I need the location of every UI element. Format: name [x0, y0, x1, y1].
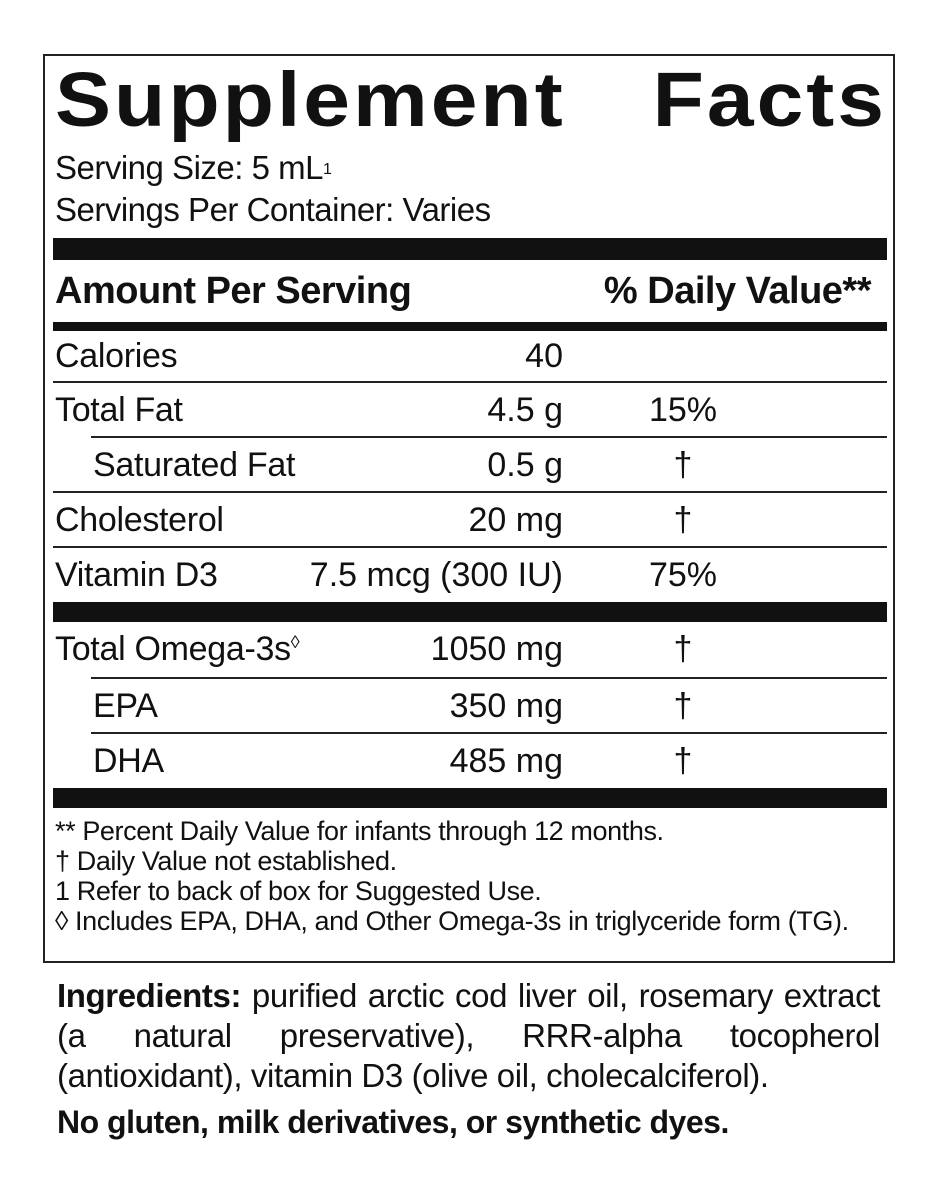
nutrient-amount: 485 mg: [449, 742, 563, 780]
nutrient-amount: 20 mg: [468, 501, 563, 539]
footnote-dagger: † Daily Value not established.: [55, 846, 397, 876]
title-word-facts: Facts: [652, 56, 887, 143]
nutrient-name: Calories: [55, 337, 178, 375]
serving-size-footnote-mark: 1: [322, 161, 332, 178]
ingredients-label: Ingredients:: [57, 977, 242, 1014]
panel-title: [55, 58, 887, 141]
amount-per-serving-header: Amount Per Serving: [55, 270, 412, 312]
nutrient-row-dha: [53, 736, 887, 788]
nutrient-row-total-fat: [53, 385, 887, 437]
nutrient-amount: 1050 mg: [430, 630, 563, 668]
nutrient-row-epa: [53, 681, 887, 733]
daily-value-header: % Daily Value**: [603, 270, 871, 312]
medium-divider: [53, 322, 887, 331]
nutrient-daily-value: †: [673, 630, 693, 668]
nutrient-name: [55, 630, 299, 669]
nutrient-name: DHA: [93, 742, 164, 780]
servings-per-container: Servings Per Container: Varies: [55, 191, 491, 228]
row-divider: [91, 677, 887, 679]
thick-divider-bottom: [53, 788, 887, 808]
nutrient-name: Cholesterol: [55, 501, 224, 539]
row-divider: [91, 732, 887, 734]
nutrient-amount: 7.5 mcg (300 IU): [309, 556, 563, 594]
footnote-suggested-use: 1 Refer to back of box for Suggested Use.: [55, 876, 542, 906]
nutrient-daily-value: †: [673, 687, 693, 725]
nutrient-name: Vitamin D3: [55, 556, 218, 594]
nutrient-row-vitamin-d3: [53, 550, 887, 602]
serving-size: [55, 148, 331, 188]
nutrient-amount: 0.5 g: [487, 446, 563, 484]
row-divider: [53, 491, 887, 493]
row-divider: [53, 381, 887, 383]
footnotes: [55, 816, 849, 936]
thick-divider-top: [53, 238, 887, 260]
nutrient-daily-value: †: [673, 742, 693, 780]
title-word-supplement: Supplement: [55, 56, 566, 143]
omega-name-text: Total Omega-3s: [55, 630, 291, 668]
serving-size-text: Serving Size: 5 mL: [55, 149, 323, 186]
nutrient-amount: 350 mg: [449, 687, 563, 725]
nutrient-row-total-omega-3s: [53, 624, 887, 676]
nutrient-name: EPA: [93, 687, 158, 725]
row-divider: [53, 546, 887, 548]
supplement-facts-panel: [43, 54, 895, 963]
row-divider: [91, 436, 887, 438]
nutrient-daily-value: †: [673, 501, 693, 539]
nutrient-name: Saturated Fat: [93, 446, 296, 484]
ingredients-text: purified arctic cod liver oil, rosemary extract (a natural preservative), RRR-alpha tocopherol (antioxidant), vitamin D3 (olive oil, cholecalciferol).: [57, 977, 880, 1094]
nutrient-row-cholesterol: [53, 495, 887, 547]
nutrient-amount: 40: [525, 337, 563, 375]
nutrient-daily-value: 75%: [648, 556, 718, 594]
nutrient-daily-value: 15%: [648, 391, 718, 429]
diamond-footnote-mark: ◊: [290, 632, 300, 652]
nutrient-row-calories: [53, 331, 887, 383]
free-from-claim: No gluten, milk derivatives, or synthetic dyes.: [57, 1104, 729, 1140]
ingredients-statement: [57, 976, 880, 1096]
nutrient-name: Total Fat: [55, 391, 183, 429]
thick-divider-middle: [53, 602, 887, 622]
nutrient-daily-value: †: [673, 446, 693, 484]
nutrient-row-saturated-fat: [53, 440, 887, 492]
footnote-diamond: ◊ Includes EPA, DHA, and Other Omega-3s in triglyceride form (TG).: [55, 906, 849, 936]
nutrient-amount: 4.5 g: [487, 391, 563, 429]
footnote-daily-value-infants: ** Percent Daily Value for infants through 12 months.: [55, 816, 664, 846]
